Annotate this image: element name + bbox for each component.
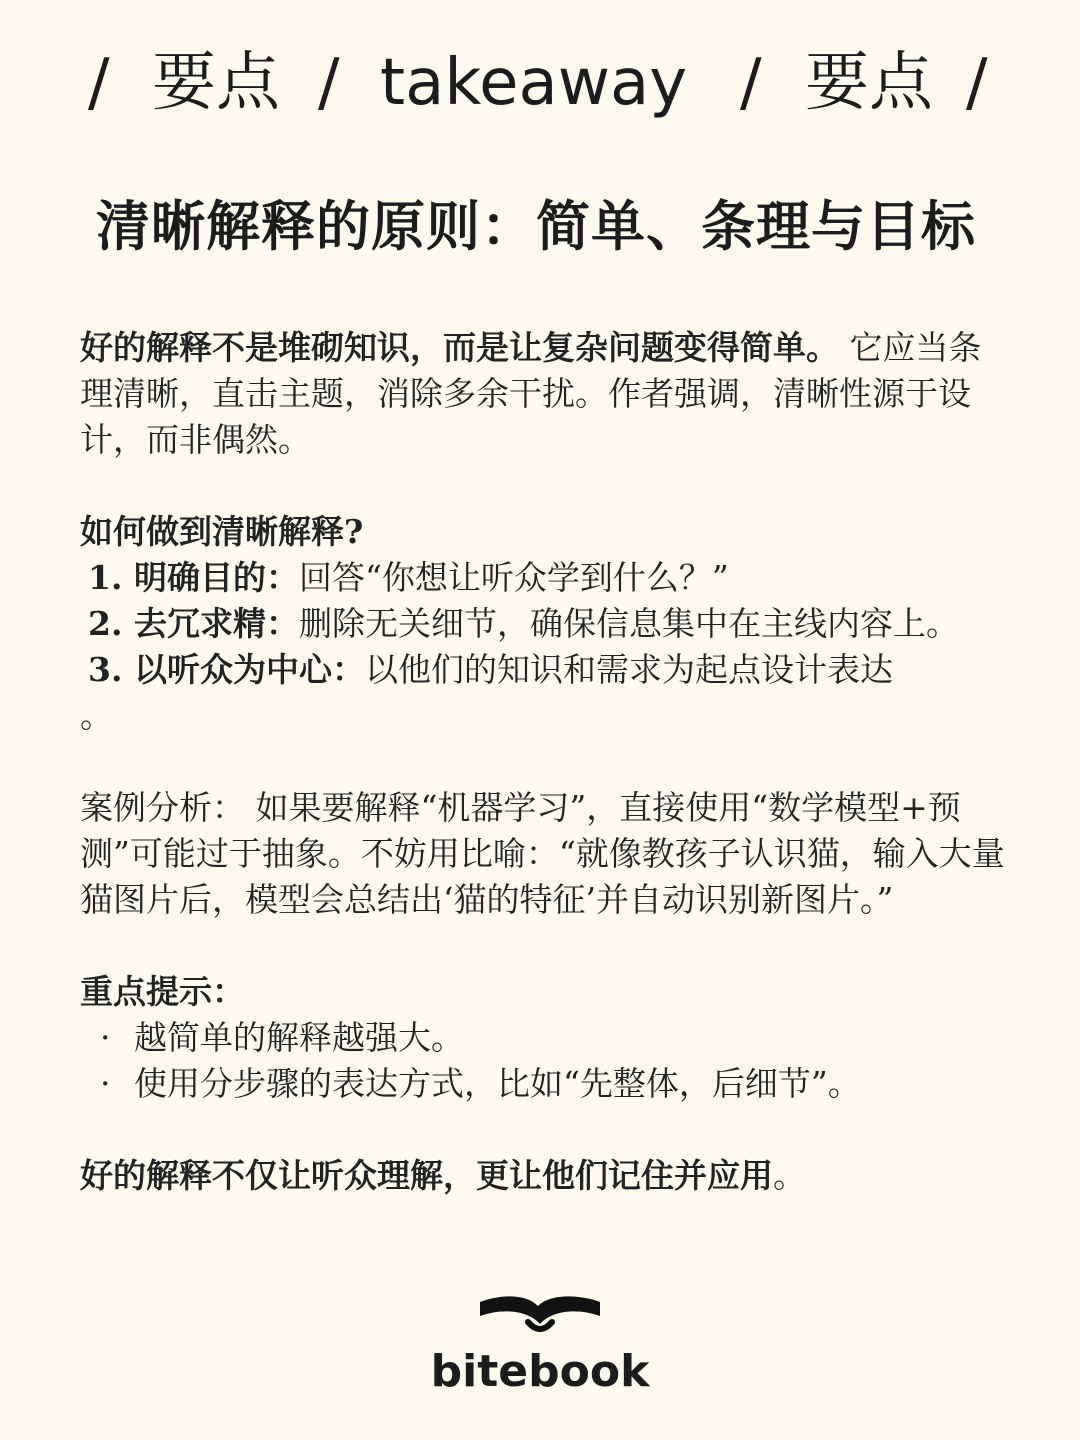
bullet-dot: · — [100, 1064, 111, 1103]
list-trailing-punct: 。 — [80, 696, 113, 735]
header-separator: / — [88, 46, 110, 120]
brand-name: bitebook — [430, 1346, 650, 1397]
list-item — [80, 1061, 1005, 1107]
closing-line — [80, 1153, 1005, 1199]
how-heading: 如何做到清晰解释? — [80, 512, 364, 551]
header-center-label: takeaway — [380, 46, 688, 120]
list-number: 3. — [88, 650, 123, 689]
list-text: 删除无关细节，确保信息集中在主线内容上。 — [299, 604, 959, 643]
header-separator: / — [740, 46, 762, 120]
header-banner — [0, 28, 1080, 138]
list-label: 明确目的： — [134, 558, 299, 597]
list-item — [80, 1015, 1005, 1061]
list-item — [80, 601, 1005, 647]
header-left-label: 要点 — [152, 46, 280, 120]
tip-text: 越简单的解释越强大。 — [134, 1018, 464, 1057]
closing-punct: 。 — [773, 1156, 806, 1195]
tips-heading: 重点提示： — [80, 972, 245, 1011]
bullet-dot: · — [100, 1018, 111, 1057]
list-text: 以他们的知识和需求为起点设计表达 — [365, 650, 893, 689]
case-paragraph: 案例分析： 如果要解释“机器学习”，直接使用“数学模型+预测”可能过于抽象。不妨用比喻：“就像教孩子认识猫，输入大量猫图片后，模型会总结出‘猫的特征’并自动识别新图片。” — [80, 788, 1005, 919]
tip-text: 使用分步骤的表达方式，比如“先整体，后细节”。 — [134, 1064, 861, 1103]
list-number: 1. — [88, 558, 123, 597]
closing-bold: 好的解释不仅让听众理解，更让他们记住并应用 — [80, 1156, 773, 1195]
open-book-icon — [474, 1292, 606, 1342]
page-title: 清晰解释的原则：简单、条理与目标 — [96, 194, 976, 258]
list-text: 回答“你想让听众学到什么？” — [299, 558, 729, 597]
list-label: 去冗求精： — [134, 604, 299, 643]
list-label: 以听众为中心： — [134, 650, 365, 689]
list-item — [80, 647, 1005, 693]
header-separator: / — [318, 46, 340, 120]
brand-logo — [400, 1290, 680, 1410]
header-right-label: 要点 — [805, 46, 933, 120]
intro-text: 它应当条理清晰，直击主题，消除多余干扰。作者强调，清晰性源于设计，而非偶然。 — [80, 328, 982, 459]
list-item — [80, 555, 1005, 601]
article-body — [80, 325, 1005, 1199]
header-separator: / — [966, 46, 988, 120]
intro-bold: 好的解释不是堆砌知识，而是让复杂问题变得简单。 — [80, 328, 839, 367]
list-number: 2. — [88, 604, 123, 643]
intro-paragraph — [80, 325, 1005, 463]
